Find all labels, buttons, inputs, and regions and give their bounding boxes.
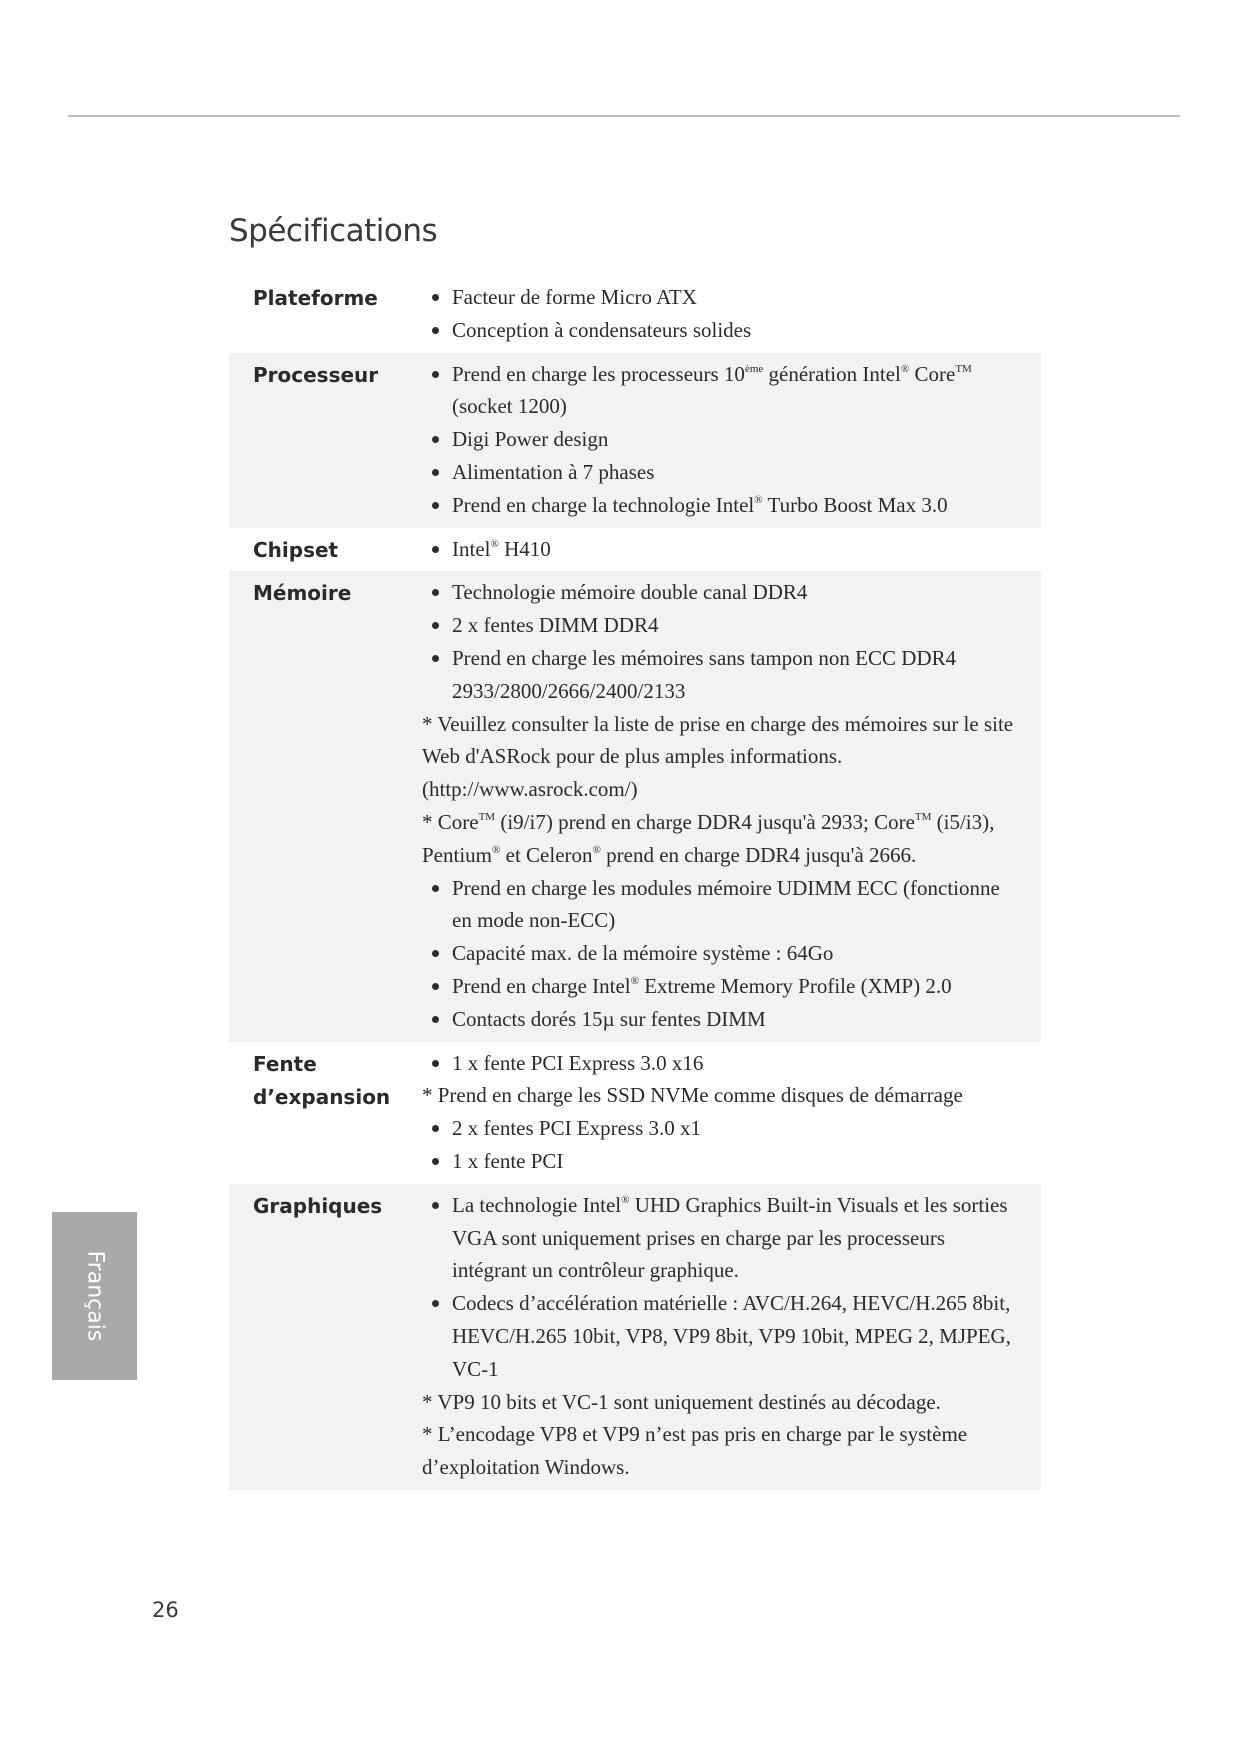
bullet-item <box>422 642 1037 675</box>
text-segment: Turbo Boost Max 3.0 <box>762 492 948 517</box>
bullet-icon <box>432 1060 439 1067</box>
text-segment: 2 x fentes PCI Express 3.0 x1 <box>452 1116 702 1141</box>
spec-row-label <box>253 577 413 610</box>
bullet-icon <box>432 1158 439 1165</box>
bullet-icon <box>432 546 439 553</box>
text-segment: Capacité max. de la mémoire système : 64Go <box>452 941 834 966</box>
text-segment: Codecs d’accélération matérielle : AVC/H.264, HEVC/H.265 8bit, <box>452 1291 1011 1316</box>
spec-note <box>422 1386 1037 1419</box>
spec-row-label-line: Plateforme <box>253 286 378 310</box>
bullet-item <box>422 970 1037 1003</box>
bullet-item <box>422 314 1037 347</box>
bullet-icon <box>432 622 439 629</box>
text-segment: H410 <box>498 536 551 561</box>
spec-row-label-line: Fente <box>253 1051 317 1076</box>
bullet-icon <box>432 589 439 596</box>
bullet-icon <box>432 469 439 476</box>
text-segment: Extreme Memory Profile (XMP) 2.0 <box>638 973 952 998</box>
spec-row <box>229 528 1041 572</box>
bullet-continuation <box>422 1254 1037 1287</box>
text-segment: en mode non-ECC) <box>452 908 616 933</box>
text-segment: * Core <box>422 809 479 834</box>
text-segment: HEVC/H.265 10bit, VP8, VP9 8bit, VP9 10bit, MPEG 2, MJPEG, <box>452 1323 1011 1348</box>
bullet-icon <box>432 655 439 662</box>
bullet-icon <box>432 294 439 301</box>
text-segment: Prend en charge les modules mémoire UDIMM ECC (fonctionne <box>452 875 1000 900</box>
superscript-mark: ® <box>592 843 601 856</box>
bullet-continuation <box>422 1320 1037 1353</box>
spec-row-label <box>253 534 413 567</box>
bullet-item <box>422 423 1037 456</box>
spec-note <box>422 806 1037 839</box>
bullet-item <box>422 937 1037 970</box>
text-segment: intégrant un contrôleur graphique. <box>452 1258 739 1283</box>
spec-row-label-line: Processeur <box>253 362 379 387</box>
superscript-mark: TM <box>478 810 496 823</box>
text-segment: (http://www.asrock.com/) <box>422 777 638 802</box>
spec-row-content <box>422 576 1037 1035</box>
spec-row <box>229 1042 1041 1184</box>
text-segment: VGA sont uniquement prises en charge par les processeurs <box>452 1225 945 1250</box>
text-segment: * Veuillez consulter la liste de prise en charge des mémoires sur le site <box>422 711 1014 736</box>
spec-row <box>229 353 1041 528</box>
bullet-icon <box>432 327 439 334</box>
bullet-item <box>422 281 1037 314</box>
bullet-icon <box>432 885 439 892</box>
spec-note <box>422 740 1037 773</box>
spec-row-label-line: d’expansion <box>253 1084 391 1109</box>
spec-row-label <box>253 1048 413 1114</box>
spec-row-content <box>422 1189 1037 1484</box>
superscript-mark: ® <box>900 362 910 375</box>
text-segment: Intel <box>452 536 491 561</box>
superscript-mark: TM <box>914 810 932 823</box>
spec-row-label-line: Chipset <box>253 537 339 562</box>
text-segment: VC-1 <box>452 1356 499 1381</box>
text-segment: 1 x fente PCI <box>452 1148 564 1173</box>
text-segment: prend en charge DDR4 jusqu'à 2666. <box>600 842 917 867</box>
bullet-continuation <box>422 904 1037 937</box>
bullet-item <box>422 456 1037 489</box>
text-segment: Prend en charge Intel <box>452 973 631 998</box>
spec-row-label-line: Graphiques <box>253 1193 383 1218</box>
bullet-item <box>422 1287 1037 1320</box>
text-segment: * L’encodage VP8 et VP9 n’est pas pris en charge par le système <box>422 1422 968 1447</box>
page-title: Spécifications <box>229 213 438 249</box>
bullet-icon <box>432 950 439 957</box>
text-segment: Contacts dorés 15µ sur fentes DIMM <box>452 1006 766 1031</box>
spec-note <box>422 1418 1037 1451</box>
text-segment: Prend en charge les processeurs 10 <box>452 361 745 386</box>
text-segment: Prend en charge la technologie Intel <box>452 492 755 517</box>
superscript-mark: TM <box>955 362 972 375</box>
language-tab <box>52 1212 137 1380</box>
spec-note <box>422 708 1037 741</box>
superscript-mark: ème <box>744 362 764 375</box>
bullet-icon <box>432 1016 439 1023</box>
bullet-continuation <box>422 390 1037 423</box>
text-segment: Web d'ASRock pour de plus amples informations. <box>422 744 843 769</box>
page-number: 26 <box>152 1598 179 1622</box>
bullet-icon <box>432 371 439 378</box>
text-segment: 2933/2800/2666/2400/2133 <box>452 678 686 703</box>
bullet-continuation <box>422 1222 1037 1255</box>
text-segment: (i9/i7) prend en charge DDR4 jusqu'à 2933; Core <box>495 809 915 834</box>
text-segment: Digi Power design <box>452 427 609 452</box>
bullet-item <box>422 358 1037 391</box>
spec-row-content <box>422 1047 1037 1178</box>
spec-row-content <box>422 533 1037 566</box>
text-segment: * Prend en charge les SSD NVMe comme disques de démarrage <box>422 1083 963 1108</box>
bullet-item <box>422 1145 1037 1178</box>
text-segment: La technologie Intel <box>452 1192 622 1217</box>
text-segment: * VP9 10 bits et VC-1 sont uniquement destinés au décodage. <box>422 1389 941 1414</box>
spec-row-label <box>253 359 413 392</box>
bullet-continuation <box>422 1353 1037 1386</box>
text-segment: Pentium <box>422 842 493 867</box>
bullet-item <box>422 1047 1037 1080</box>
text-segment: Conception à condensateurs solides <box>452 317 752 342</box>
text-segment: Core <box>909 361 956 386</box>
text-segment: génération Intel <box>763 361 901 386</box>
spec-row-content <box>422 281 1037 347</box>
bullet-icon <box>432 1300 439 1307</box>
text-segment: d’exploitation Windows. <box>422 1455 630 1480</box>
bullet-item <box>422 1003 1037 1036</box>
text-segment: (i5/i3), <box>931 809 995 834</box>
bullet-item <box>422 1189 1037 1222</box>
superscript-mark: ® <box>490 537 499 550</box>
spec-note <box>422 773 1037 806</box>
text-segment: Alimentation à 7 phases <box>452 459 655 484</box>
language-tab-label: Français <box>82 1250 107 1342</box>
text-segment: 1 x fente PCI Express 3.0 x16 <box>452 1050 704 1075</box>
bullet-item <box>422 533 1037 566</box>
superscript-mark: ® <box>621 1193 630 1206</box>
bullet-item <box>422 872 1037 905</box>
bullet-icon <box>432 1125 439 1132</box>
specifications-table <box>229 276 1041 1490</box>
spec-row <box>229 276 1041 353</box>
spec-row <box>229 571 1041 1041</box>
text-segment: et Celeron <box>500 842 593 867</box>
spec-row-label <box>253 282 413 315</box>
spec-row-label <box>253 1190 413 1223</box>
text-segment: 2 x fentes DIMM DDR4 <box>452 613 659 638</box>
bullet-item <box>422 489 1037 522</box>
bullet-item <box>422 576 1037 609</box>
spec-note <box>422 839 1037 872</box>
spec-note <box>422 1451 1037 1484</box>
spec-note <box>422 1079 1037 1112</box>
header-rule <box>68 115 1180 117</box>
text-segment: Facteur de forme Micro ATX <box>452 285 697 309</box>
spec-row-content <box>422 358 1037 522</box>
text-segment: (socket 1200) <box>452 394 567 419</box>
bullet-continuation <box>422 675 1037 708</box>
bullet-item <box>422 1112 1037 1145</box>
bullet-icon <box>432 1202 439 1209</box>
text-segment: UHD Graphics Built-in Visuals et les sorties <box>629 1192 1008 1217</box>
bullet-icon <box>432 502 439 509</box>
superscript-mark: ® <box>492 843 501 856</box>
superscript-mark: ® <box>630 974 639 987</box>
bullet-icon <box>432 983 439 990</box>
bullet-item <box>422 609 1037 642</box>
bullet-icon <box>432 436 439 443</box>
text-segment: Technologie mémoire double canal DDR4 <box>452 580 808 605</box>
superscript-mark: ® <box>754 493 763 506</box>
spec-row-label-line: Mémoire <box>253 581 352 606</box>
text-segment: Prend en charge les mémoires sans tampon non ECC DDR4 <box>452 645 957 670</box>
spec-row <box>229 1184 1041 1490</box>
